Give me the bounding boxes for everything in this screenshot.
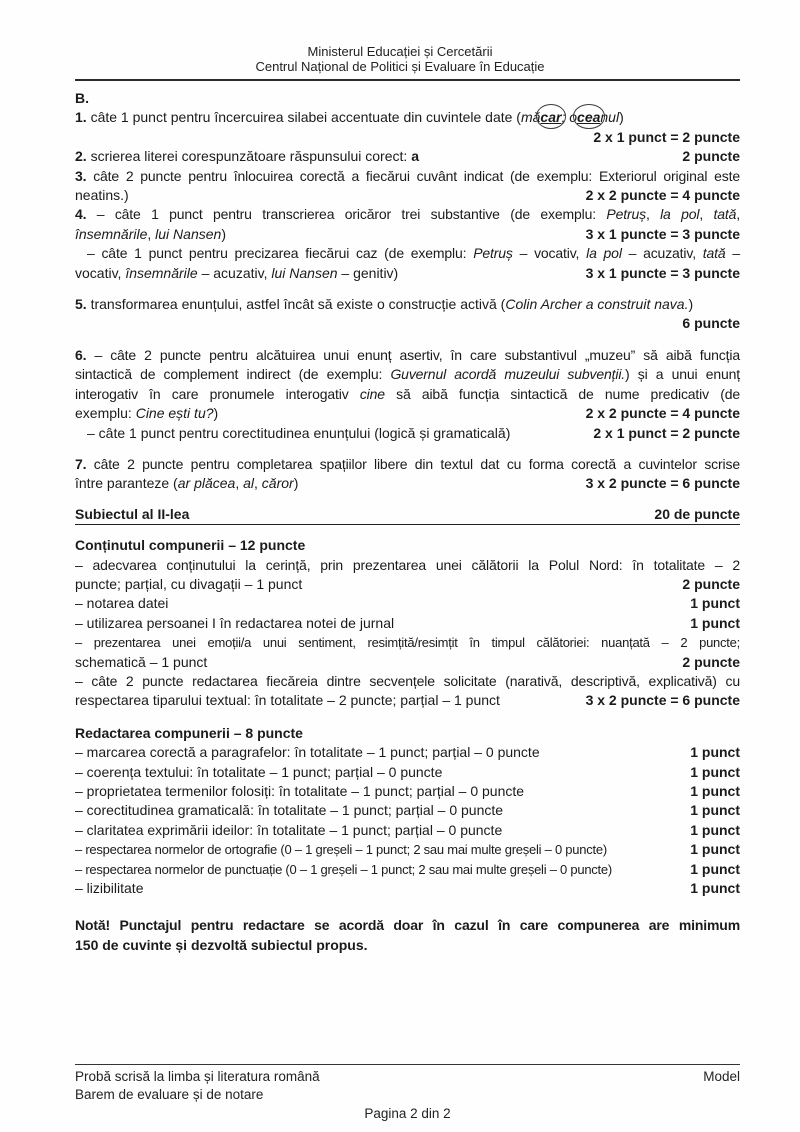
rubric-line-text: 3. câte 2 puncte pentru înlocuirea corectă a fiecărui cuvânt indicat (de exemplu: Exteriorul original este [75,167,740,184]
rubric-line [75,186,740,205]
circled-syllable: cea [577,108,600,127]
rubric-line [75,89,740,108]
rubric-line [75,594,740,613]
rubric-line [75,821,740,840]
page-number: Pagina 2 din 2 [364,1106,451,1121]
footer-exam-title: Probă scrisă la limba și literatura română [75,1069,320,1084]
rubric-line-text: între paranteze (ar plăcea, al, căror) [75,475,299,492]
rubric-line [75,346,740,365]
rubric-line [75,365,740,384]
rubric-line-text: – marcarea corectă a paragrafelor: în totalitate – 1 punct; parțial – 0 puncte [75,744,540,761]
rubric-line-text: – claritatea exprimării ideilor: în totalitate – 1 punct; parțial – 0 puncte [75,821,503,838]
score-value: 3 x 2 puncte = 6 puncte [585,692,740,709]
rubric-line-text: exemplu: Cine ești tu?) [75,405,219,422]
header-ministry: Ministerul Educației și Cercetării [307,44,493,59]
rubric-line [75,691,740,710]
rubric-line-text: Notă! Punctajul pentru redactare se acordă doar în cazul în care compunerea are minimum [75,917,740,934]
rubric-line-text: Subiectul al II-lea [75,505,190,522]
score-value: 1 punct [690,763,740,780]
rubric-line [75,264,740,283]
rubric-line-text: sintactică de complement indirect (de exemplu: Guvernul acordă muzeului subvenții.) și a unui enunț [75,366,740,383]
score-value: 2 x 1 punct = 2 puncte [593,128,740,145]
score-value: 2 x 1 punct = 2 puncte [593,424,740,441]
rubric-line-text: – adecvarea conținutului la cerință, prin prezentarea unei călătorii la Polul Nord: în totalitate – 2 [75,556,740,573]
rubric-line-text: 1. câte 1 punct pentru încercuirea silabei accentuate din cuvintele date (măcar; oceanul) [75,108,740,127]
rubric-line-text: 4. – câte 1 punct pentru transcrierea oricăror trei substantive (de exemplu: Petruș, la pol, tată, [75,206,740,223]
rubric-line-text: – câte 1 punct pentru corectitudinea enunțului (logică și gramaticală) [87,424,511,441]
score-value: 2 puncte [682,148,740,165]
score-value: 3 x 2 puncte = 6 puncte [585,475,740,492]
rubric-line [75,295,740,314]
rubric-line [75,575,740,594]
rubric-line-text: – prezentarea unei emoții/a unui sentiment, resimțită/resimțit în timpul călătoriei: nuanțată – 2 puncte; [75,635,740,651]
rubric-line-text: – lizibilitate [75,880,144,897]
rubric-line [75,743,740,762]
rubric-line [75,840,740,859]
rubric-line [75,653,740,672]
rubric-line [75,314,740,333]
rubric-line [75,108,740,127]
score-value: 1 punct [690,841,740,858]
rubric-line-text: – respectarea normelor de ortografie (0 – 1 greșeli – 1 punct; 2 sau mai multe greșeli – 0 puncte) [75,842,607,858]
rubric-line [75,763,740,782]
rubric-line-text: – utilizarea persoanei I în redactarea notei de jurnal [75,614,395,631]
rubric-line-text: 7. câte 2 puncte pentru completarea spațiilor libere din textul dat cu forma corectă a cuvintelor scrise [75,455,740,472]
rubric-line-text: 5. transformarea enunțului, astfel încât să existe o construcție activă (Colin Archer a construit nava.) [75,296,694,313]
score-value: 1 punct [690,860,740,877]
rubric-line [75,385,740,404]
score-value: 1 punct [690,614,740,631]
score-value: 6 puncte [682,315,740,332]
score-value: 2 x 2 puncte = 4 puncte [585,187,740,204]
section-heading [75,505,740,525]
rubric-line-text: – corectitudinea gramaticală: în totalitate – 1 punct; parțial – 0 puncte [75,802,504,819]
score-value: 2 x 2 puncte = 4 puncte [585,405,740,422]
score-value: 1 punct [690,783,740,799]
rubric-line [75,404,740,423]
rubric-line-text: – câte 2 puncte redactarea fiecăreia dintre secvențele solicitate (narativă, descriptivă, explicativă) cu [75,672,740,689]
rubric-line-text: respectarea tiparului textual: în totalitate – 2 puncte; parțial – 1 punct [75,692,500,709]
circled-syllable: car [540,108,561,127]
score-value: 1 punct [690,595,740,612]
rubric-line [75,801,740,820]
rubric-line-text: interogativ în care pronumele interogativ cine să aibă funcția sintactică de nume predicativ (de [75,385,740,402]
score-value: 20 de puncte [654,505,740,522]
rubric-line [75,879,740,898]
score-value: 3 x 1 puncte = 3 puncte [585,264,740,281]
rubric-body [0,81,800,955]
rubric-line [75,474,740,493]
rubric-line-text: neatins.) [75,187,129,204]
rubric-line [75,167,740,186]
rubric-line-text: 6. – câte 2 puncte pentru alcătuirea unui enunț asertiv, în care substantivul „muzeu” să aibă funcția [75,346,740,363]
score-value: 1 punct [690,821,740,838]
rubric-line-text: – notarea datei [75,595,169,612]
footer-barem-label: Barem de evaluare și de notare [75,1087,264,1102]
footer-rule [75,1064,740,1065]
document-footer [0,1064,800,1123]
rubric-line-text: puncte; parțial, cu divagații – 1 punct [75,575,303,592]
rubric-line [75,147,740,166]
rubric-line [75,128,740,147]
document-header [0,0,800,74]
rubric-line [75,614,740,633]
score-value: 3 x 1 puncte = 3 puncte [585,225,740,242]
score-value: 1 punct [690,880,740,897]
note [75,936,740,955]
rubric-line-text: B. [75,90,89,106]
footer-model-label: Model [703,1069,740,1084]
note [75,916,740,935]
rubric-line-text: însemnările, lui Nansen) [75,225,226,242]
rubric-line [75,556,740,575]
rubric-line [75,225,740,244]
score-value: 1 punct [690,744,740,761]
rubric-line [75,205,740,224]
rubric-line [75,672,740,691]
header-center-name: Centrul Național de Politici și Evaluare în Educație [255,59,545,74]
score-value: 1 punct [690,802,740,819]
rubric-line [75,860,740,879]
rubric-line-text: – coerența textului: în totalitate – 1 punct; parțial – 0 puncte [75,763,443,780]
rubric-line-text: – câte 1 punct pentru precizarea fiecărui caz (de exemplu: Petruș – vocativ, la pol – acuzativ, tată – [87,245,740,262]
rubric-line-text: schematică – 1 punct [75,653,208,670]
rubric-line [75,424,740,443]
subsection-heading [75,536,740,555]
rubric-line-text: Redactarea compunerii – 8 puncte [75,724,303,741]
rubric-line-text: vocativ, însemnările – acuzativ, lui Nansen – genitiv) [75,264,399,281]
rubric-line [75,782,740,801]
score-value: 2 puncte [682,575,740,592]
rubric-line-text: – proprietatea termenilor folosiți: în totalitate – 1 punct; parțial – 0 puncte [75,783,525,799]
score-value: 2 puncte [682,653,740,670]
rubric-line-text: Conținutul compunerii – 12 puncte [75,537,306,554]
rubric-line-text: – respectarea normelor de punctuație (0 – 1 greșeli – 1 punct; 2 sau mai multe greșeli – 0 puncte) [75,861,612,877]
rubric-line-text: 2. scrierea literei corespunzătoare răspunsului corect: a [75,148,419,165]
subsection-heading [75,724,740,743]
rubric-line [75,633,740,652]
rubric-line [75,244,740,263]
rubric-line-text: 150 de cuvinte și dezvoltă subiectul propus. [75,936,368,953]
rubric-line [75,455,740,474]
